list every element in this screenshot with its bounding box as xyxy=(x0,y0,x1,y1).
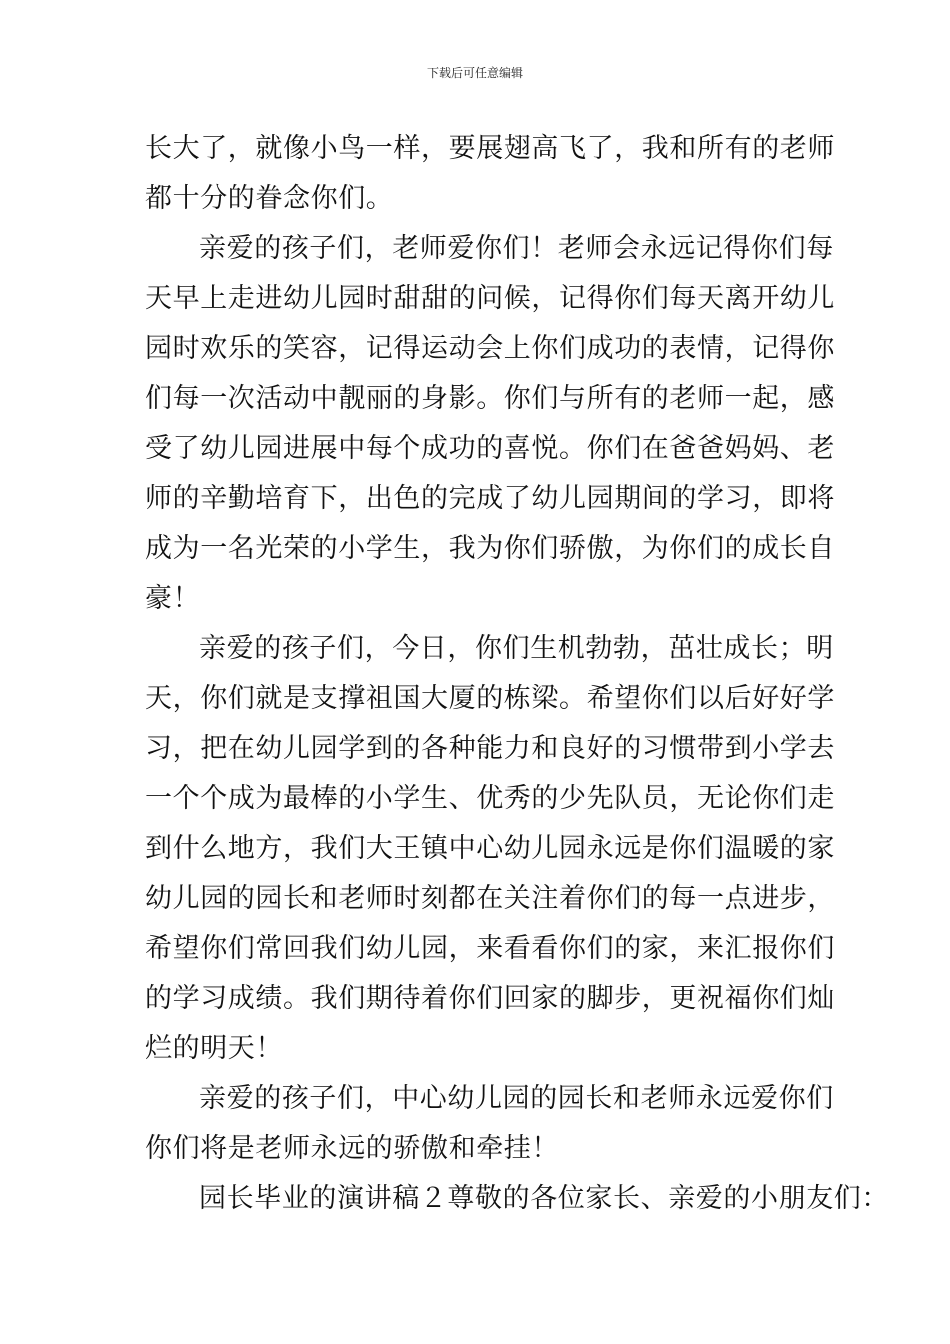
text-line: 天早上走进幼儿园时甜甜的问候，记得你们每天离开幼儿 xyxy=(145,283,835,314)
text-line: 都十分的眷念你们。 xyxy=(145,183,394,214)
text-line: 你们将是老师永远的骄傲和牵挂！ xyxy=(145,1133,559,1164)
text-line: 天，你们就是支撑祖国大厦的栋梁。希望你们以后好好学 xyxy=(145,683,835,714)
text-line: 园长毕业的演讲稿２尊敬的各位家长、亲爱的小朋友们： xyxy=(199,1183,889,1214)
text-line: 到什么地方，我们大王镇中心幼儿园永远是你们温暖的家 xyxy=(145,833,835,864)
text-line: 成为一名光荣的小学生，我为你们骄傲，为你们的成长自 xyxy=(145,533,835,564)
text-line: 希望你们常回我们幼儿园，来看看你们的家，来汇报你们 xyxy=(145,933,835,964)
text-line: 师的辛勤培育下，出色的完成了幼儿园期间的学习，即将 xyxy=(145,483,835,514)
paragraph-3 xyxy=(145,624,835,1074)
page-header: 下载后可任意编辑 xyxy=(426,66,523,80)
text-line: 亲爱的孩子们，老师爱你们！老师会永远记得你们每 xyxy=(199,233,834,264)
text-line: 亲爱的孩子们，中心幼儿园的园长和老师永远爱你们 xyxy=(199,1083,834,1114)
text-line: 烂的明天！ xyxy=(145,1033,283,1064)
paragraph-1 xyxy=(145,124,835,224)
text-line: 的学习成绩。我们期待着你们回家的脚步，更祝福你们灿 xyxy=(145,983,835,1014)
text-line: 一个个成为最棒的小学生、优秀的少先队员，无论你们走 xyxy=(145,783,835,814)
text-line: 幼儿园的园长和老师时刻都在关注着你们的每一点进步， xyxy=(145,883,835,914)
text-line: 习，把在幼儿园学到的各种能力和良好的习惯带到小学去 xyxy=(145,733,835,764)
text-line: 长大了，就像小鸟一样，要展翅高飞了，我和所有的老师 xyxy=(145,133,835,164)
paragraph-5 xyxy=(145,1174,889,1224)
paragraph-4 xyxy=(145,1074,834,1174)
text-line: 豪！ xyxy=(145,583,201,614)
paragraph-2 xyxy=(145,224,835,624)
text-line: 园时欢乐的笑容，记得运动会上你们成功的表情，记得你 xyxy=(145,333,835,364)
text-line: 亲爱的孩子们，今日，你们生机勃勃，茁壮成长；明 xyxy=(199,633,834,664)
text-line: 们每一次活动中靓丽的身影。你们与所有的老师一起，感 xyxy=(145,383,835,414)
text-line: 受了幼儿园进展中每个成功的喜悦。你们在爸爸妈妈、老 xyxy=(145,433,835,464)
document-body xyxy=(145,124,889,1224)
